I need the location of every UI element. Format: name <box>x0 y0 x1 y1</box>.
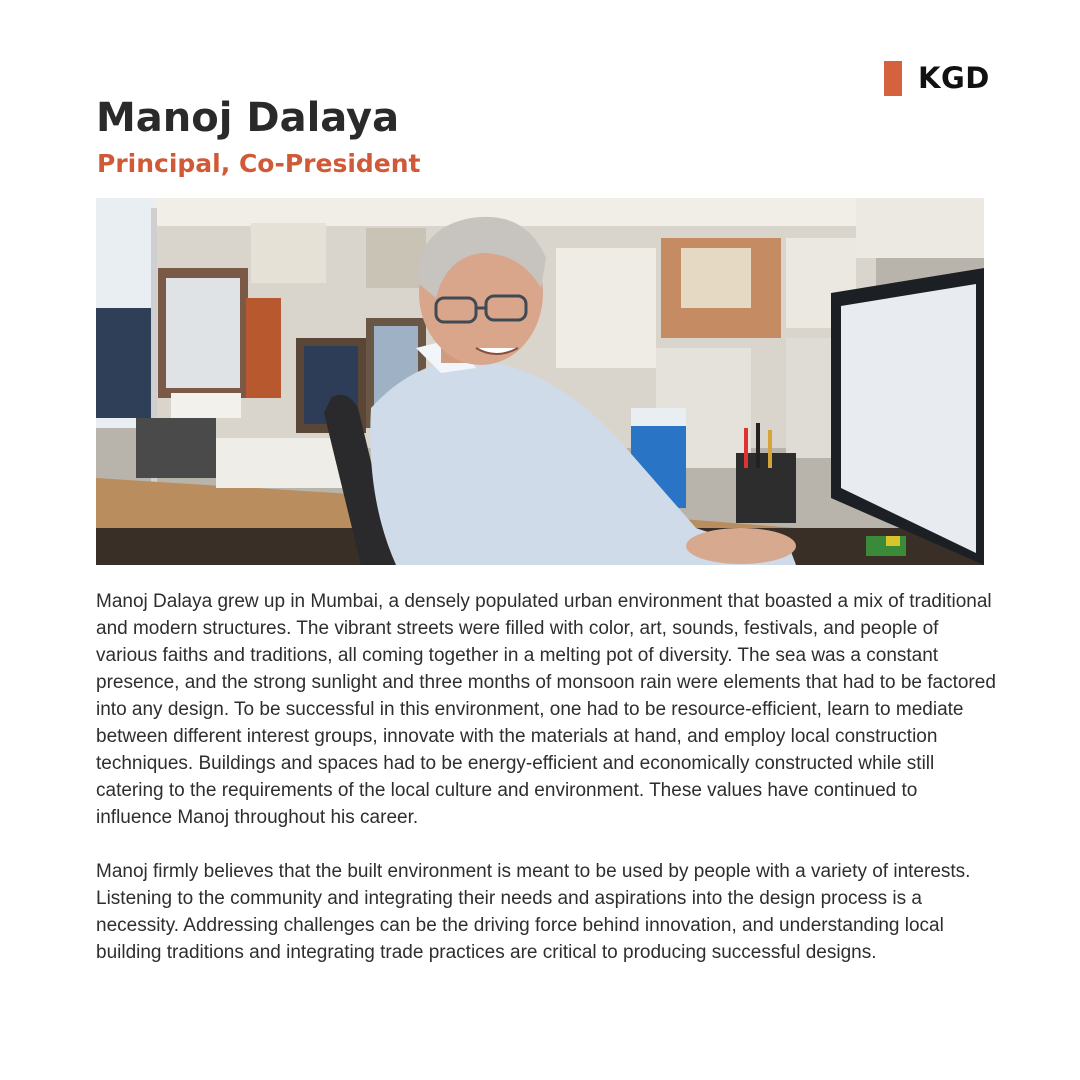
bio-paragraph: Manoj firmly believes that the built environment is meant to be used by people with a variety of interests. Listening to the community and integrating their needs and aspirations into the design process is a necessity. Addressing challenges can be the driving force behind innovation, and understanding local building traditions and integrating trade practices are critical to producing successful designs. <box>96 861 971 963</box>
logo-text: KGD <box>918 61 990 95</box>
biography <box>96 588 996 993</box>
person-name: Manoj Dalaya <box>96 95 400 141</box>
bio-paragraph: Manoj Dalaya grew up in Mumbai, a densely populated urban environment that boasted a mix of traditional and modern structures. The vibrant streets were filled with color, art, sounds, festivals, and people of various faiths and traditions, all coming together in a melting pot of diversity. The sea was a constant presence, and the strong sunlight and three months of monsoon rain were elements that had to be factored into any design. To be successful in this environment, one had to be resource-efficient, learn to mediate between different interest groups, innovate with the materials at hand, and employ local construction techniques. Buildings and spaces had to be energy-efficient and economically constructed while still catering to the requirements of the local culture and environment. These values have continued to influence Manoj throughout his career. <box>96 591 996 828</box>
kgd-logo <box>884 60 990 96</box>
logo-accent-bar <box>884 61 902 96</box>
portrait-photo <box>96 198 984 565</box>
person-title: Principal, Co-President <box>97 149 421 178</box>
